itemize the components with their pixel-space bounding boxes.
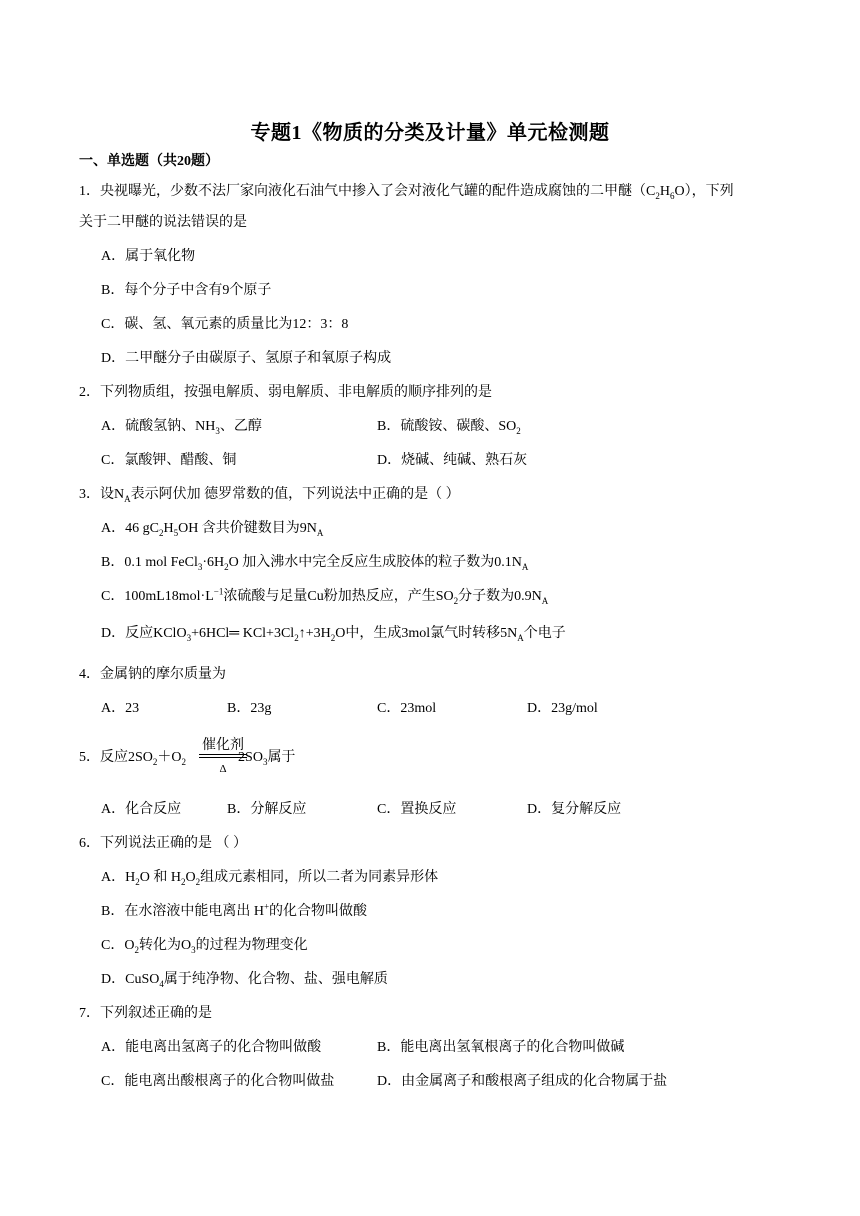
question-6-option-a: A．$H_2O$ 和 $H_2O_2$组成元素相同，所以二者为同素异形体: [101, 870, 439, 887]
question-1-option-a: A．属于氧化物: [101, 249, 196, 264]
catalyst-label: 催化剂: [202, 738, 244, 753]
question-3-option-b: B．0.1 mol $FeCl_3\cdot 6H_2O$ 加入沸水中完全反应生成胶体的粒子数为$0.1N_A$: [101, 555, 529, 572]
section-heading: 一、单选题（共20题）: [79, 154, 219, 169]
question-1-stem: 1．央视曝光，少数不法厂家向液化石油气中掺入了会对液化气罐的配件造成腐蚀的二甲醚$(C_2H_6O)$，下列: [79, 184, 734, 201]
page-title: 专题1《物质的分类及计量》单元检测题: [250, 122, 610, 144]
question-3-option-a: A．46 $gC_2H_5OH$ 含共价键数目为$9N_A$: [101, 521, 324, 538]
question-1-stem-cont: 关于二甲醚的说法错误的是: [79, 215, 247, 230]
question-6-option-b: B．在水溶液中能电离出 H+的化合物叫做酸: [101, 901, 368, 919]
question-1-option-c: C．碳、氢、氧元素的质量比为12：3：8: [101, 317, 349, 332]
question-3-option-c: C．$100mL18mol\cdot L^{-1}$浓硫酸与足量Cu粉加热反应，产生$SO_2$分子数为$0.9N_A$: [101, 586, 549, 606]
question-2-option-a: A．硫酸氢钠、$NH_3$、乙醇: [101, 419, 262, 436]
question-3-stem: 3．设$N_A$表示阿伏加 德罗常数的值，下列说法中正确的是（ ）: [79, 487, 460, 504]
question-4-stem: 4．金属钠的摩尔质量为: [79, 667, 226, 682]
question-4-option-b: B．23g: [227, 701, 272, 716]
equation-double-line-bottom: [199, 757, 247, 758]
question-5-option-d: D．复分解反应: [527, 802, 622, 817]
question-7-option-c: C．能电离出酸根离子的化合物叫做盐: [101, 1074, 335, 1089]
question-5-option-a: A．化合反应: [101, 802, 182, 817]
equation-double-line-top: [199, 754, 247, 755]
question-4-option-d: D．23g/mol: [527, 701, 598, 716]
question-6-option-c: C．$O_2$转化为$O_3$的过程为物理变化: [101, 938, 308, 955]
question-2-option-b: B．硫酸铵、碳酸、$SO_2$: [377, 419, 521, 436]
question-4-option-a: A．23: [101, 701, 140, 716]
question-5-option-c: C．置换反应: [377, 802, 457, 817]
question-7-option-d: D．由金属离子和酸根离子组成的化合物属于盐: [377, 1074, 668, 1089]
question-1-option-b: B．每个分子中含有9个原子: [101, 283, 272, 298]
heat-symbol: Δ: [219, 763, 227, 775]
question-4-option-c: C．23mol: [377, 701, 437, 716]
question-5-stem: 5．反应$2SO_2+O_2$ $2SO_3$属于: [79, 750, 296, 767]
question-3-option-d: D．反应KClO$_3$+6HCl═ $KCl+3Cl_2↑+3H_2O$中，生成3mol氯气时转移$5N_A$个电子: [101, 626, 566, 643]
question-7-option-b: B．能电离出氢氧根离子的化合物叫做碱: [377, 1040, 625, 1055]
question-1-option-d: D．二甲醚分子由碳原子、氢原子和氧原子构成: [101, 351, 392, 366]
question-7-option-a: A．能电离出氢离子的化合物叫做酸: [101, 1040, 322, 1055]
question-6-option-d: D．CuSO$_4$属于纯净物、化合物、盐、强电解质: [101, 972, 388, 989]
question-2-stem: 2．下列物质组，按强电解质、弱电解质、非电解质的顺序排列的是: [79, 385, 492, 400]
question-7-stem: 7．下列叙述正确的是: [79, 1006, 212, 1021]
question-5-option-b: B．分解反应: [227, 802, 307, 817]
question-2-option-c: C．氯酸钾、醋酸、铜: [101, 453, 237, 468]
question-6-stem: 6．下列说法正确的是 （ ）: [79, 836, 247, 851]
question-2-option-d: D．烧碱、纯碱、熟石灰: [377, 453, 528, 468]
